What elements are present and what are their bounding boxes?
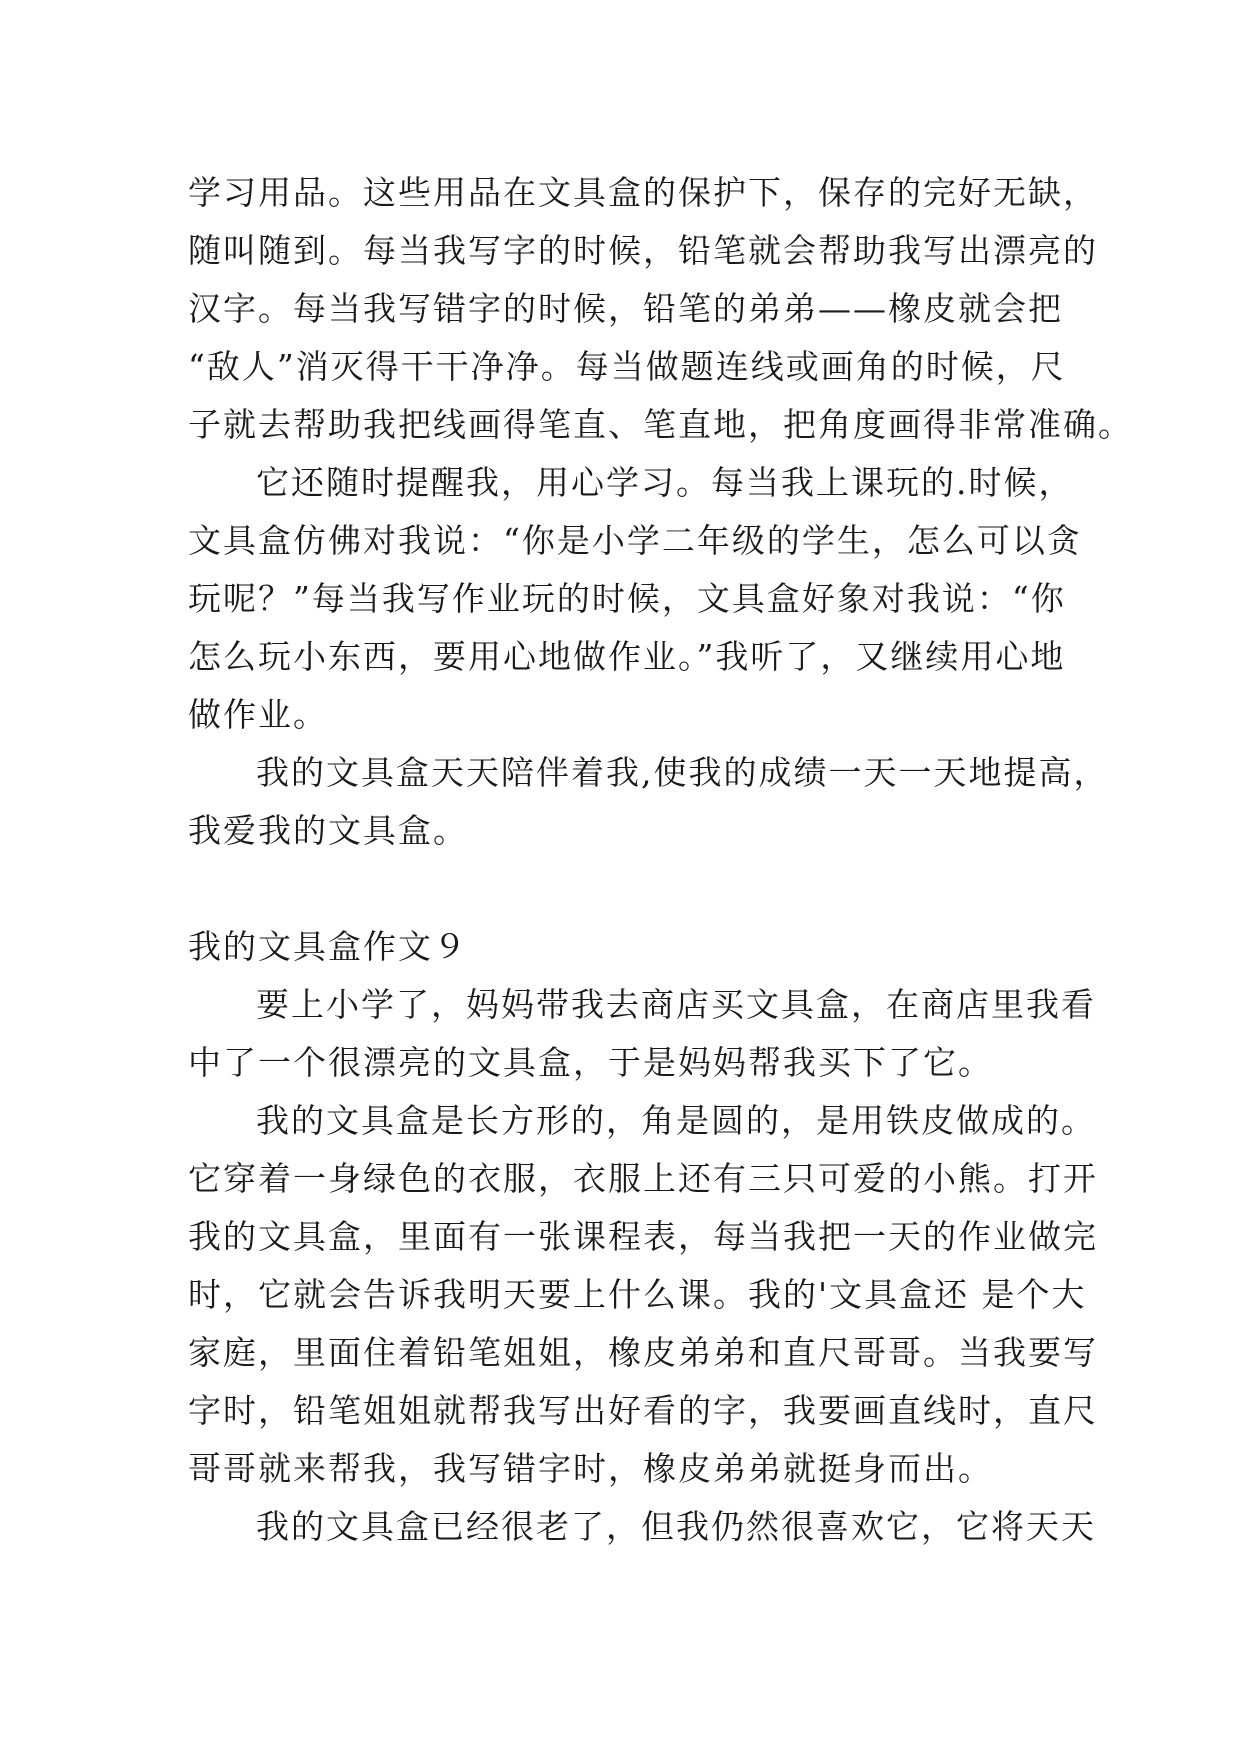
paragraph-line: 文具盒仿佛对我说：“你是小学二年级的学生，怎么可以贪 [188, 521, 1082, 560]
paragraph-line: 做作业。 [188, 695, 328, 734]
paragraph-line: 哥哥就来帮我，我写错字时，橡皮弟弟就挺身而出。 [188, 1449, 993, 1488]
paragraph-line: “敌人”消灭得干干净净。每当做题连线或画角的时候，尺 [188, 347, 1066, 386]
paragraph-line: 怎么玩小东西，要用心地做作业。”我听了，又继续用心地 [188, 637, 1066, 676]
paragraph-line: 学习用品。这些用品在文具盒的保护下，保存的完好无缺， [188, 173, 1098, 212]
paragraph-line: 它穿着一身绿色的衣服，衣服上还有三只可爱的小熊。打开 [188, 1159, 1098, 1198]
paragraph-line: 我的文具盒，里面有一张课程表，每当我把一天的作业做完 [188, 1217, 1098, 1256]
paragraph-line: 家庭，里面住着铅笔姐姐，橡皮弟弟和直尺哥哥。当我要写 [188, 1333, 1098, 1372]
paragraph-line: 玩呢？”每当我写作业玩的时候，文具盒好象对我说：“你 [188, 579, 1066, 618]
paragraph-line: 子就去帮助我把线画得笔直、笔直地，把角度画得非常准确。 [188, 405, 1133, 444]
paragraph-line: 要上小学了，妈妈带我去商店买文具盒，在商店里我看 [256, 985, 1096, 1024]
paragraph-line: 时，它就会告诉我明天要上什么课。我的'文具盒还 是个大 [188, 1275, 1087, 1314]
paragraph-line: 随叫随到。每当我写字的时候，铅笔就会帮助我写出漂亮的 [188, 231, 1098, 270]
paragraph-line: 我爱我的文具盒。 [188, 811, 468, 850]
paragraph-line: 字时，铅笔姐姐就帮我写出好看的字，我要画直线时，直尺 [188, 1391, 1098, 1430]
paragraph-line: 我的文具盒天天陪伴着我,使我的成绩一天一天地提高， [256, 753, 1109, 792]
paragraph-line: 我的文具盒是长方形的，角是圆的，是用铁皮做成的。 [256, 1101, 1096, 1140]
paragraph-line: 我的文具盒已经很老了，但我仍然很喜欢它，它将天天 [256, 1507, 1096, 1546]
paragraph-line: 汉字。每当我写错字的时候，铅笔的弟弟——橡皮就会把 [188, 289, 1063, 328]
paragraph-line: 它还随时提醒我，用心学习。每当我上课玩的.时候， [256, 463, 1074, 502]
paragraph-line: 中了一个很漂亮的文具盒，于是妈妈帮我买下了它。 [188, 1043, 993, 1082]
section-heading: 我的文具盒作文９ [188, 927, 468, 966]
